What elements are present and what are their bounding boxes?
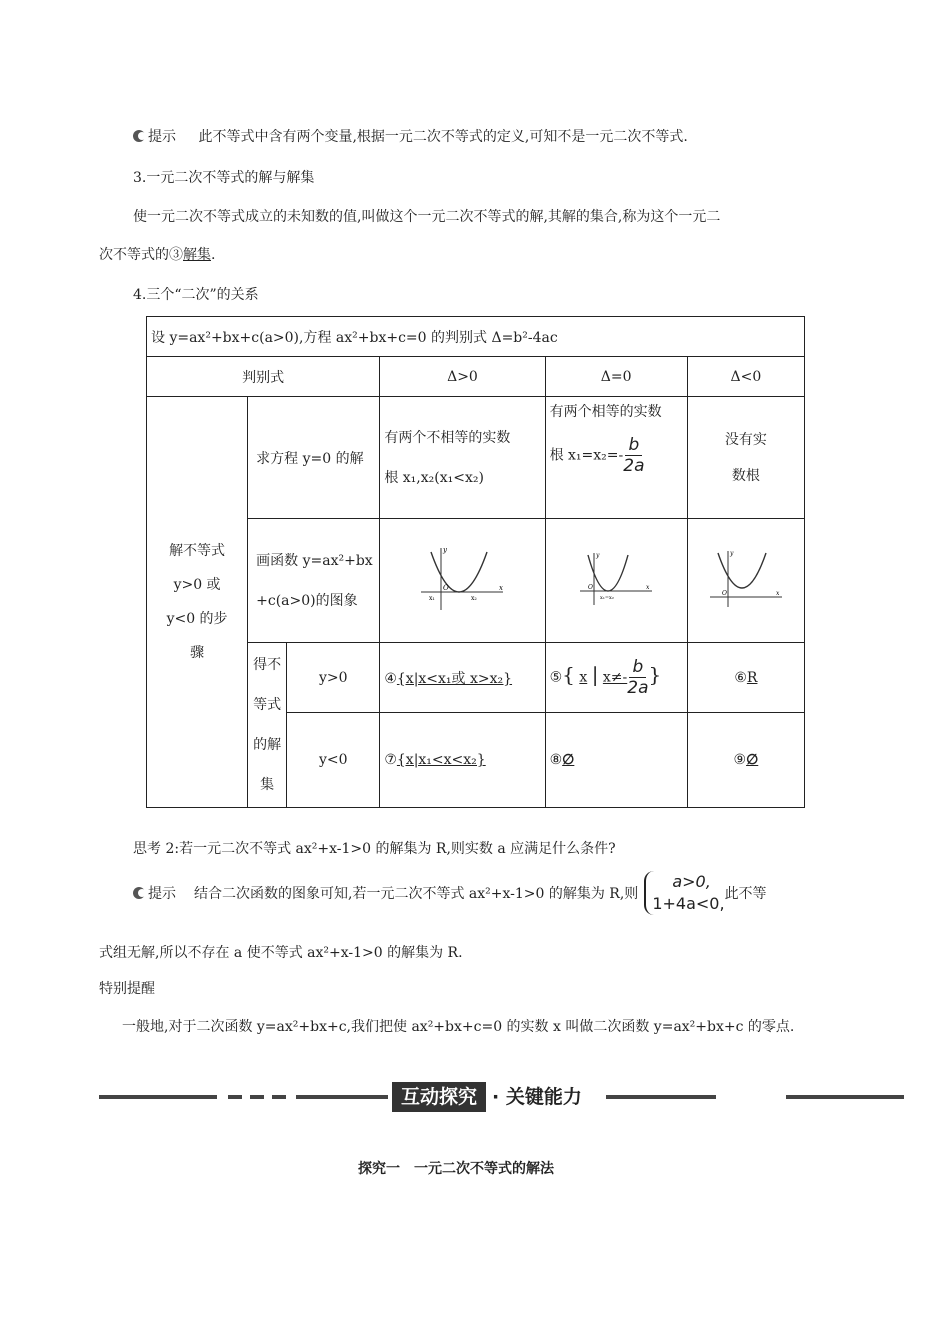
three-quadratics-table bbox=[146, 316, 805, 808]
parabola-two-roots-graph bbox=[417, 544, 507, 614]
banner-rule-far-right bbox=[786, 1095, 904, 1099]
col-delta-positive: Δ>0 bbox=[380, 357, 545, 397]
row-solution-set: 得不等式的解集 bbox=[248, 643, 287, 808]
origin-label: O bbox=[443, 583, 450, 592]
x-axis-label: x bbox=[775, 589, 780, 597]
answer-6: ⑥R bbox=[687, 643, 804, 713]
table-header: 设 y=ax²+bx+c(a>0),方程 ax²+bx+c=0 的判别式 Δ=b²-4ac bbox=[147, 317, 805, 357]
origin-label: O bbox=[588, 583, 594, 591]
banner-rule-mid bbox=[296, 1095, 388, 1099]
special-reminder-title: 特别提醒 bbox=[99, 981, 155, 997]
col-delta-zero: Δ=0 bbox=[545, 357, 687, 397]
col-delta-negative: Δ<0 bbox=[687, 357, 804, 397]
section-3-para-line1: 使一元二次不等式成立的未知数的值,叫做这个一元二次不等式的解,其解的集合,称为这个一元二 bbox=[133, 209, 721, 225]
y-axis-label: y bbox=[729, 549, 734, 557]
x-axis-label: x bbox=[646, 583, 650, 591]
row-solve-equation: 求方程 y=0 的解 bbox=[248, 397, 380, 519]
parabola-one-root-graph bbox=[576, 549, 656, 609]
banner-text: · 关键能力 bbox=[492, 1086, 582, 1108]
hint-icon bbox=[133, 130, 145, 142]
roots-delta-negative: 没有实 数根 bbox=[687, 397, 804, 519]
hint-text: 此不等式中含有两个变量,根据一元二次不等式的定义,可知不是一元二次不等式. bbox=[198, 129, 688, 145]
answer-5: ⑤{ x | x≠- $\frac{b}{2a}$ } bbox=[545, 643, 687, 713]
graph-one-root bbox=[545, 519, 687, 643]
hint-icon bbox=[133, 887, 145, 899]
roots-delta-zero: 有两个相等的实数 根 x₁=x₂=- $\frac{b}{2a}$ bbox=[545, 397, 687, 519]
x2-label: x₂ bbox=[471, 594, 478, 602]
section-3-title: 3.一元二次不等式的解与解集 bbox=[133, 170, 315, 186]
think-2-question: 思考 2:若一元二次不等式 ax²+x-1>0 的解集为 R,则实数 a 应满足什么条件? bbox=[133, 841, 616, 857]
y-axis-label: y bbox=[443, 545, 448, 554]
banner-rule-left bbox=[99, 1095, 217, 1099]
x-axis-label: x bbox=[499, 583, 504, 592]
banner-dash bbox=[250, 1095, 264, 1099]
origin-label: O bbox=[721, 589, 727, 597]
hint-label: 提示 bbox=[148, 886, 176, 902]
y-axis-label: y bbox=[596, 551, 600, 559]
row-group-steps: 解不等式 y>0 或 y<0 的步骤 bbox=[147, 397, 248, 808]
section-heading: 探究一 一元二次不等式的解法 bbox=[358, 1161, 554, 1177]
fraction-b-over-2a: $\frac{b}{2a}$ bbox=[623, 435, 645, 476]
answer-8: ⑧∅ bbox=[545, 713, 687, 808]
banner-dash bbox=[272, 1095, 286, 1099]
parabola-no-root-graph bbox=[706, 549, 786, 609]
hint-label: 提示 bbox=[148, 129, 176, 145]
banner-dash bbox=[228, 1095, 242, 1099]
banner-rule-right bbox=[606, 1095, 716, 1099]
graph-no-root bbox=[687, 519, 804, 643]
y-greater-than-zero: y>0 bbox=[287, 643, 380, 713]
hint-2: 提示 结合二次函数的图象可知,若一元二次不等式 ax²+x-1>0 的解集为 R,则 a>0, 1+4a<0, 此不等 bbox=[133, 868, 767, 918]
banner-box: 互动探究 bbox=[392, 1082, 486, 1112]
answer-7: ⑦{x|x₁<x<x₂} bbox=[380, 713, 545, 808]
row-draw-graph: 画函数 y=ax²+bx+c(a>0)的图象 bbox=[248, 519, 380, 643]
hint-1 bbox=[133, 126, 688, 146]
special-reminder-text: 一般地,对于二次函数 y=ax²+bx+c,我们把使 ax²+bx+c=0 的实数 x 叫做二次函数 y=ax²+bx+c 的零点. bbox=[122, 1019, 795, 1035]
roots-delta-positive: 有两个不相等的实数 根 x₁,x₂(x₁<x₂) bbox=[380, 397, 545, 519]
section-4-title: 4.三个“二次”的关系 bbox=[133, 287, 259, 303]
x1-label: x₁ bbox=[429, 594, 436, 602]
answer-solution-set: 解集 bbox=[183, 247, 211, 263]
answer-9: ⑨∅ bbox=[687, 713, 804, 808]
answer-4: ④{x|x<x₁或 x>x₂} bbox=[380, 643, 545, 713]
graph-two-roots bbox=[380, 519, 545, 643]
x1-equals-x2-label: x₁=x₂ bbox=[600, 594, 615, 601]
inequality-system: a>0, 1+4a<0, bbox=[644, 871, 724, 915]
col-discriminant: 判别式 bbox=[147, 357, 380, 397]
y-less-than-zero: y<0 bbox=[287, 713, 380, 808]
section-3-para-line2: 次不等式的③解集. bbox=[99, 247, 216, 263]
hint-2-continued: 式组无解,所以不存在 a 使不等式 ax²+x-1>0 的解集为 R. bbox=[99, 945, 463, 961]
